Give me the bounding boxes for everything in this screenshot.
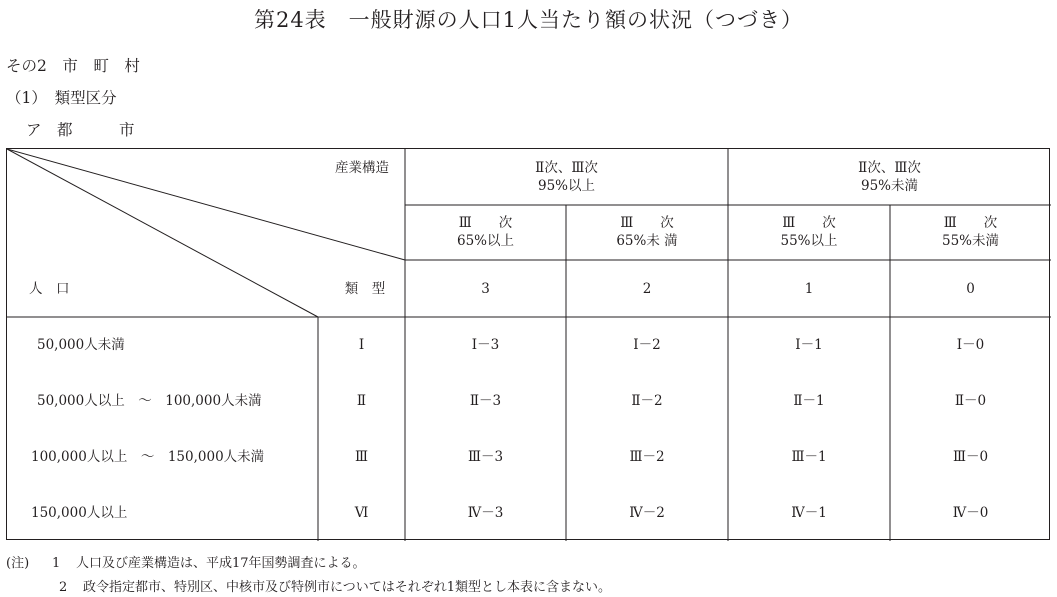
group-header-95-under: Ⅱ次、Ⅲ次 95%未満 xyxy=(858,160,921,194)
type-code: 0 xyxy=(966,281,975,297)
subgroup-header: Ⅲ 次 65%未 満 xyxy=(616,215,678,249)
type-label: 類 型 xyxy=(344,281,386,297)
type-roman: Ⅰ xyxy=(358,337,365,353)
type-cell: Ⅲ－2 xyxy=(629,449,665,465)
page-title: 第24表 一般財源の人口1人当たり額の状況（つづき） xyxy=(253,8,804,32)
type-cell: Ⅰ－0 xyxy=(956,337,985,353)
type-cell: Ⅱ－0 xyxy=(954,393,987,409)
type-roman: Ⅱ xyxy=(356,393,367,409)
population-range: 150,000人以上 xyxy=(31,505,128,521)
type-code: 1 xyxy=(804,281,814,297)
type-cell: Ⅰ－2 xyxy=(633,337,661,353)
type-cell: Ⅲ－3 xyxy=(467,449,504,465)
note-mark: (注) xyxy=(6,556,30,571)
type-code: 2 xyxy=(642,281,652,297)
type-cell: Ⅳ－3 xyxy=(467,505,504,521)
type-code: 3 xyxy=(481,281,490,297)
type-cell: Ⅳ－2 xyxy=(629,505,665,521)
population-range: 50,000人未満 xyxy=(37,337,125,353)
subgroup-header: Ⅲ 次 55%未満 xyxy=(941,215,999,249)
subgroup-header: Ⅲ 次 65%以上 xyxy=(456,215,514,249)
type-cell: Ⅳ－0 xyxy=(952,505,989,521)
population-range: 50,000人以上 ～ 100,000人未満 xyxy=(37,393,262,409)
section-heading: （1） 類型区分 xyxy=(6,89,117,107)
note-number: 2 xyxy=(59,580,68,595)
type-cell: Ⅳ－1 xyxy=(791,505,827,521)
note-text: 人口及び産業構造は、平成17年国勢調査による。 xyxy=(76,556,366,571)
subgroup-header: Ⅲ 次 55%以上 xyxy=(780,215,838,249)
type-cell: Ⅲ－0 xyxy=(952,449,989,465)
type-cell: Ⅱ－3 xyxy=(469,393,502,409)
type-cell: Ⅱ－2 xyxy=(631,393,663,409)
type-roman: Ⅲ xyxy=(354,449,369,465)
group-header-95-over: Ⅱ次、Ⅲ次 95%以上 xyxy=(535,160,598,194)
type-cell: Ⅲ－1 xyxy=(791,449,827,465)
type-cell: Ⅰ－3 xyxy=(471,337,500,353)
type-cell: Ⅱ－1 xyxy=(793,393,825,409)
population-label: 人 口 xyxy=(29,281,70,297)
industry-structure-label: 産業構造 xyxy=(335,160,389,176)
footnote xyxy=(59,576,611,595)
footnote xyxy=(6,552,366,571)
part-heading: その2 市 町 村 xyxy=(6,57,140,75)
note-number: 1 xyxy=(52,556,61,571)
type-cell: Ⅰ－1 xyxy=(795,337,823,353)
classification-table xyxy=(6,148,1050,540)
note-text: 政令指定都市、特別区、中核市及び特例市についてはそれぞれ1類型とし本表に含まない。 xyxy=(83,580,612,595)
category-heading: ア 都 市 xyxy=(26,121,135,139)
population-range: 100,000人以上 ～ 150,000人未満 xyxy=(31,449,265,465)
type-roman: Ⅵ xyxy=(354,505,369,521)
